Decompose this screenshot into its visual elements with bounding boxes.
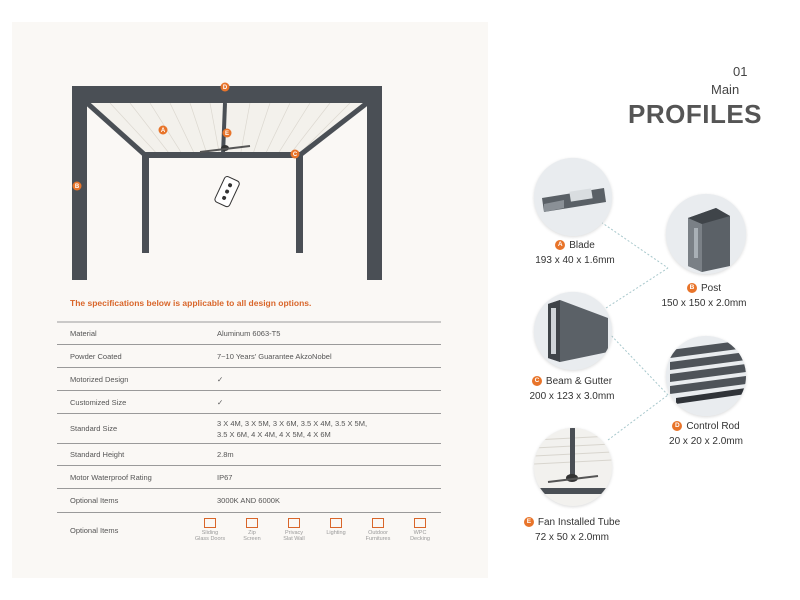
spec-label: Powder Coated [70, 351, 122, 361]
profile-dims: 200 x 123 x 3.0mm [529, 391, 615, 402]
post-profile-image [666, 194, 746, 274]
optional-item-label: Decking [410, 536, 430, 542]
profile-dims: 72 x 50 x 2.0mm [535, 532, 609, 543]
profile-name: Post [700, 283, 721, 294]
profile-dims: 193 x 40 x 1.6mm [535, 255, 615, 266]
beam-gutter-profile-image [534, 292, 612, 370]
badge-a: A [555, 240, 565, 250]
badge-c: C [532, 376, 542, 386]
spec-value: Aluminum 6063-T5 [217, 329, 281, 338]
badge-d: D [672, 421, 682, 431]
optional-item-label: Zip [248, 529, 256, 536]
control-rod-profile-image [666, 336, 746, 416]
profile-name: Blade [569, 240, 595, 251]
fan-tube-profile-image [534, 428, 612, 506]
badge-b: B [687, 283, 697, 293]
spec-label: Motor Waterproof Rating [70, 472, 152, 482]
optional-item-label: Lighting [326, 529, 346, 536]
spec-value-line: 3 X 4M, 3 X 5M, 3 X 6M, 3.5 X 4M, 3.5 X 5M, [217, 418, 368, 428]
page-title: PROFILES [628, 99, 763, 129]
spec-note: The specifications below is applicable to all design options. [70, 298, 312, 308]
marker-c: C [292, 152, 298, 158]
spec-label: Standard Height [70, 450, 125, 459]
profile-caption-control-rod [656, 421, 756, 447]
spec-label: Customized Size [70, 397, 127, 407]
marker-b: B [74, 184, 80, 190]
optional-item-label: Furnitures [365, 536, 391, 542]
optional-item-label: Slat Wall [283, 536, 305, 542]
optional-item-label: WPC [413, 529, 427, 536]
profile-caption-post [654, 283, 754, 309]
marker-d: D [222, 85, 228, 91]
optional-item-label: Glass Doors [194, 536, 226, 542]
spec-label: Standard Size [70, 424, 118, 433]
spec-value: IP67 [217, 472, 233, 482]
optional-item-label: Sliding [201, 529, 219, 536]
spec-label: Optional Items [70, 525, 119, 535]
profile-name: Fan Installed Tube [537, 517, 621, 528]
profile-caption-beam-gutter [520, 376, 624, 402]
section-subtitle: Main [711, 82, 740, 97]
spec-value: 2.8m [217, 450, 234, 459]
profile-caption-fan-tube [510, 517, 634, 543]
profile-dims: 20 x 20 x 2.0mm [669, 436, 743, 447]
profile-dims: 150 x 150 x 2.0mm [661, 298, 747, 309]
optional-item-label: Screen [243, 536, 261, 542]
marker-a: A [160, 128, 166, 134]
optional-item-label: Outdoor [368, 529, 388, 536]
check-icon: ✓ [217, 397, 224, 407]
spec-label: Optional Items [70, 496, 119, 505]
section-number: 01 [733, 64, 748, 79]
spec-label: Material [70, 329, 97, 338]
check-icon: ✓ [217, 374, 224, 384]
profile-caption-blade [530, 240, 620, 266]
spec-value: 7~10 Years' Guarantee AkzoNobel [217, 351, 332, 361]
spec-value: 3000K AND 6000K [217, 496, 280, 505]
blade-profile-image [534, 158, 612, 236]
profile-name: Beam & Gutter [545, 376, 613, 387]
badge-e: E [524, 517, 534, 527]
marker-e: E [224, 131, 230, 137]
spec-label: Motorized Design [70, 374, 129, 384]
spec-value-line: 3.5 X 6M, 4 X 4M, 4 X 5M, 4 X 6M [217, 429, 331, 439]
profile-name: Control Rod [686, 421, 740, 432]
optional-item-label: Privacy [284, 529, 304, 536]
